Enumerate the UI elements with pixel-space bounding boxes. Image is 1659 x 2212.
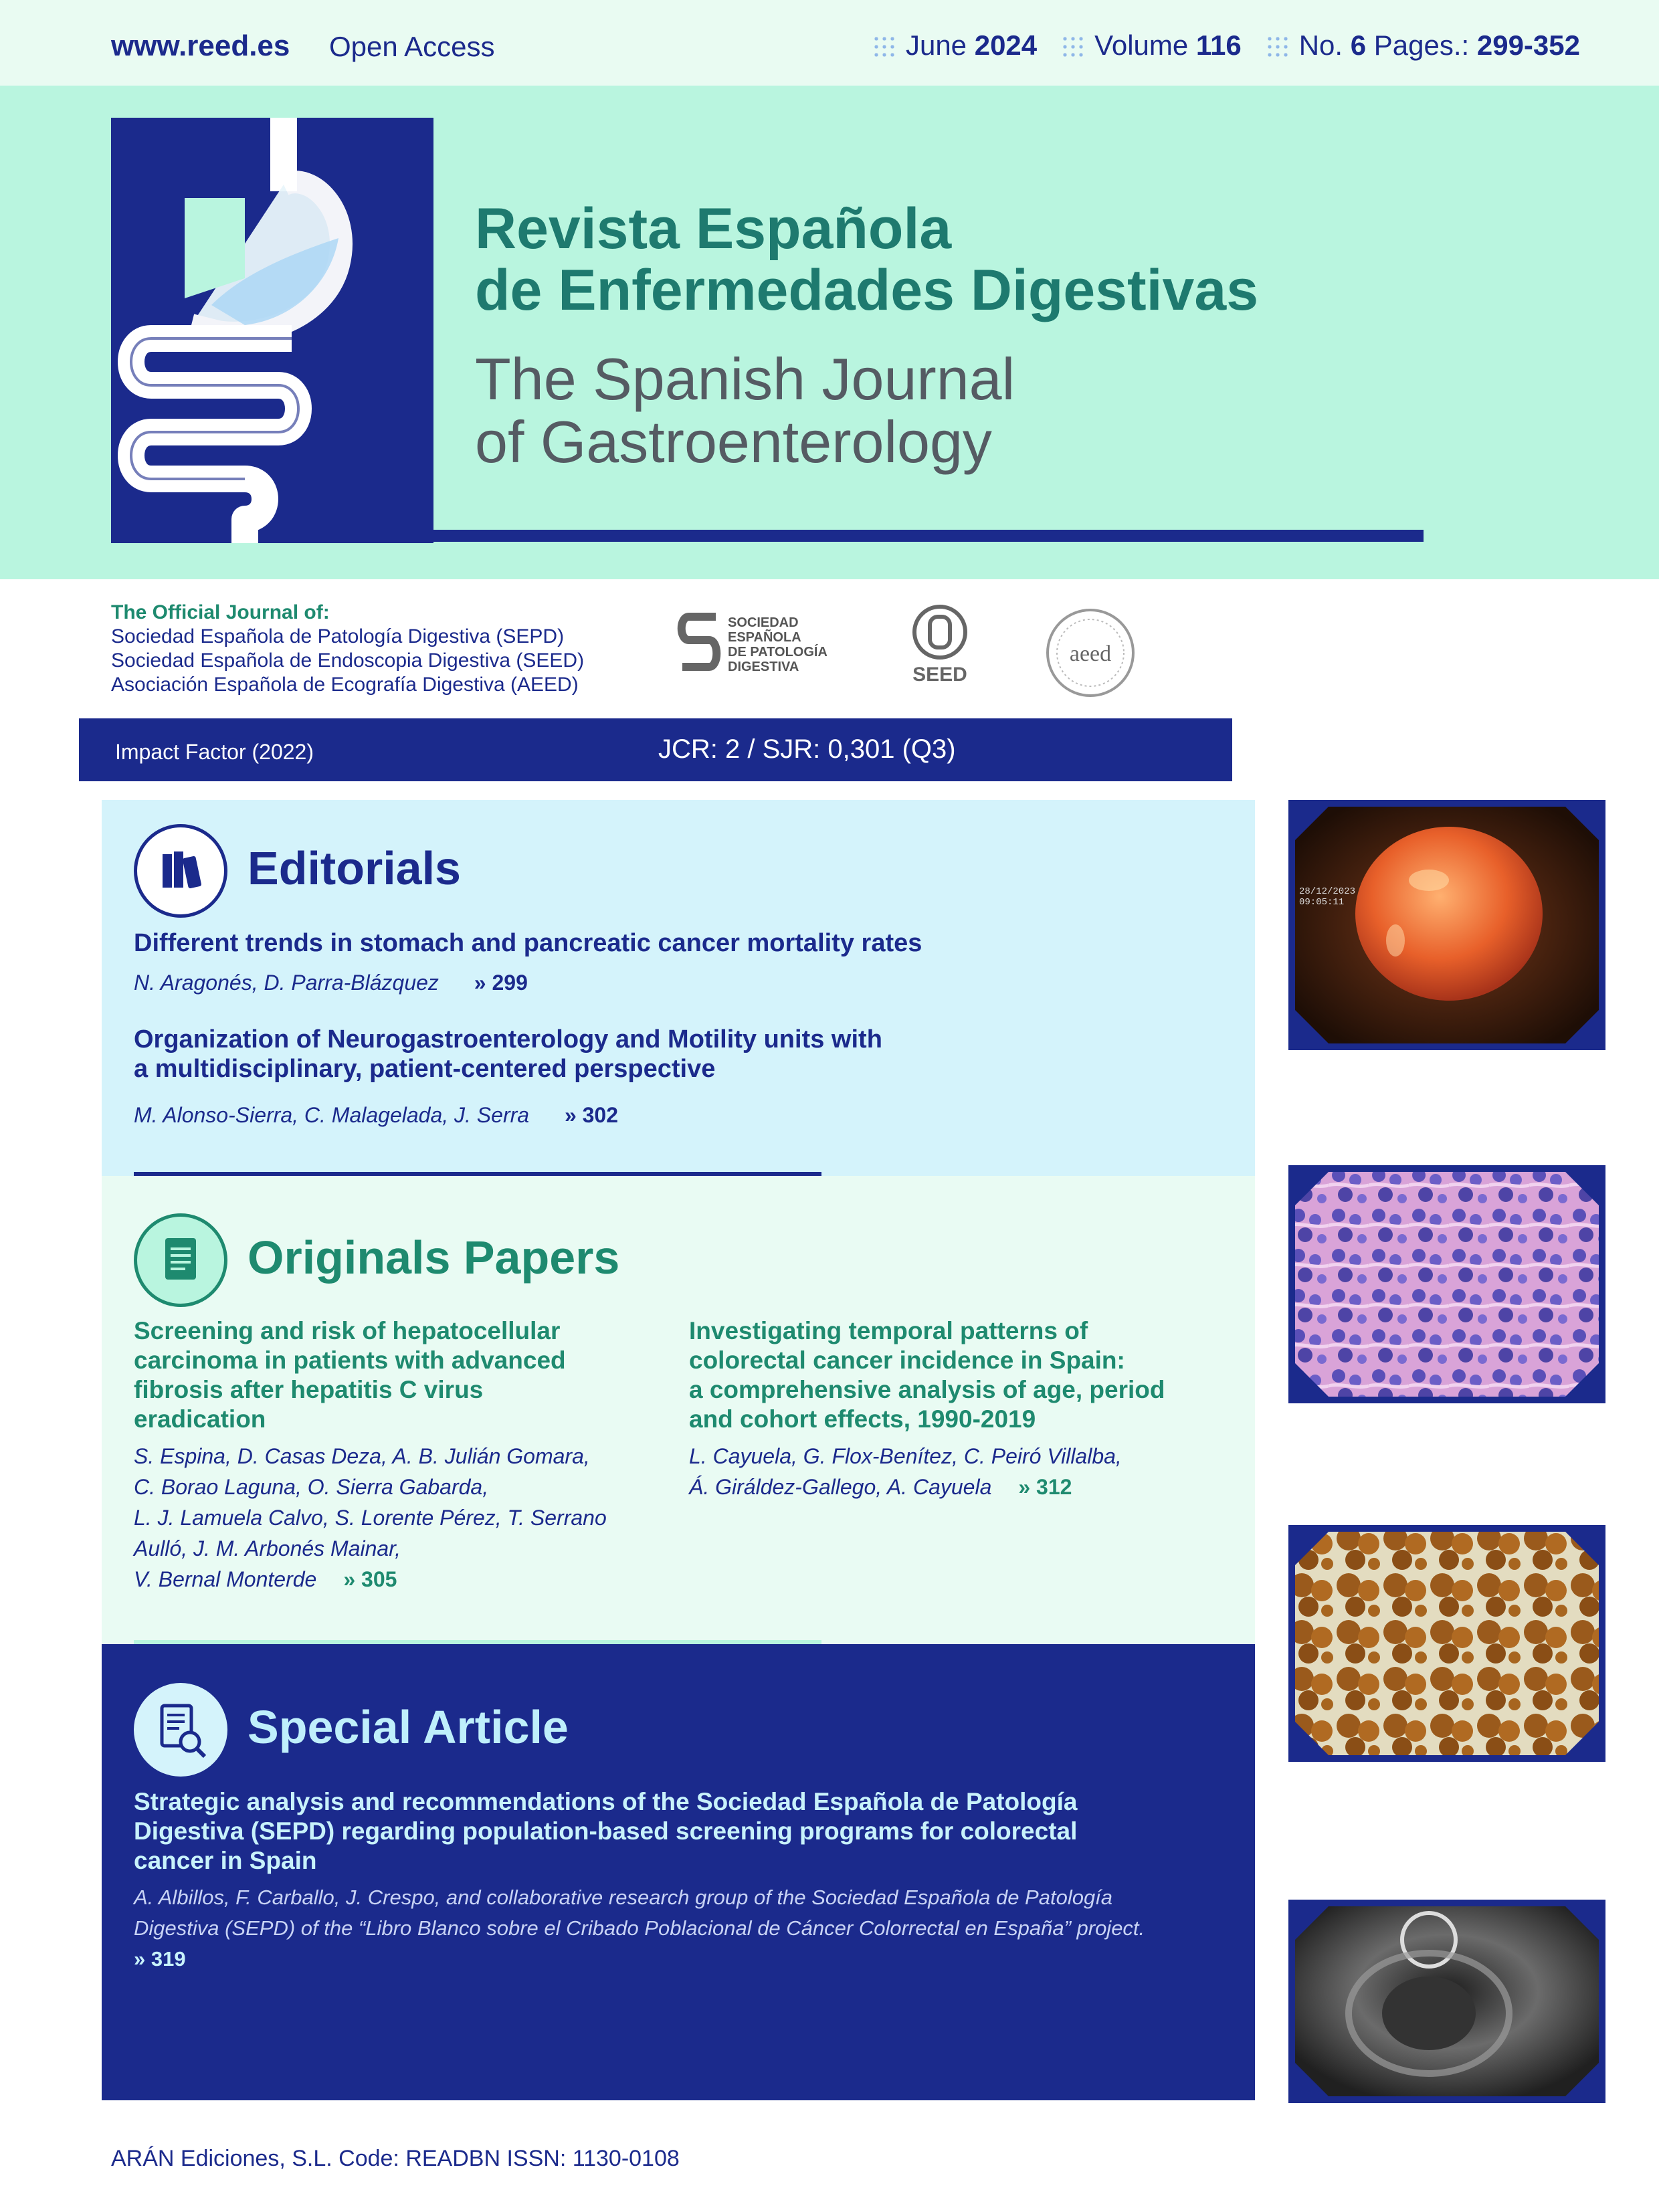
- issue-meta: [872, 29, 1580, 62]
- editorial-2-authors: M. Alonso-Sierra, C. Malagelada, J. Serra » 302: [134, 1103, 619, 1127]
- website-link[interactable]: www.reed.es: [111, 29, 290, 62]
- editorial-2-page[interactable]: » 302: [564, 1103, 619, 1127]
- editorial-1-page[interactable]: » 299: [474, 971, 528, 995]
- editorial-1-title[interactable]: Different trends in stomach and pancreatic cancer mortality rates: [134, 929, 922, 957]
- originals-heading: Originals Papers: [248, 1231, 620, 1284]
- editorials-heading: Editorials: [248, 842, 461, 894]
- books-icon: [134, 824, 227, 918]
- top-bar: [0, 0, 1659, 86]
- issue-number: No. 6 Pages.: 299-352: [1266, 29, 1580, 62]
- impact-factor-label: Impact Factor (2022): [115, 740, 314, 764]
- editorial-2-title[interactable]: Organization of Neurogastroenterology and Motility units with a multidisciplinary, patient-centered perspective: [134, 1025, 882, 1083]
- sepd-logo-text: SOCIEDAD ESPAÑOLA DE PATOLOGÍA DIGESTIVA: [728, 615, 827, 674]
- open-access-label: Open Access: [329, 31, 495, 62]
- sepd-logo-icon: [676, 610, 722, 677]
- seed-logo-icon: [910, 602, 970, 689]
- publisher-footer: ARÁN Ediciones, S.L. Code: READBN ISSN: 1130-0108: [111, 2146, 680, 2171]
- original-2-page[interactable]: » 312: [1018, 1475, 1072, 1499]
- document-search-icon: [134, 1683, 227, 1777]
- document-icon: [134, 1213, 227, 1307]
- digestive-tract-icon: [111, 118, 433, 543]
- original-1-title[interactable]: Screening and risk of hepatocellular carcinoma in patients with advanced fibrosis after hepatitis C virus eradication: [134, 1317, 566, 1433]
- special-article-authors: A. Albillos, F. Carballo, J. Crespo, and collaborative research group of the Sociedad Española de Patología Digestiva (SEPD) of the “Libro Blanco sobre el Cribado Poblacional de Cáncer Colorrectal en España” project. » 319: [134, 1886, 1145, 1971]
- aeed-logo-text: aeed: [1069, 641, 1112, 666]
- editorial-1-authors: N. Aragonés, D. Parra-Blázquez » 299: [134, 971, 528, 995]
- issue-date: June 2024: [872, 29, 1037, 62]
- masthead-rule: [428, 530, 1424, 542]
- dots-icon: [872, 35, 898, 60]
- original-2-title[interactable]: Investigating temporal patterns of colorectal cancer incidence in Spain: a comprehensive analysis of age, period and cohort effects, 1990-2019: [689, 1317, 1165, 1433]
- histology-ihc-image: [1288, 1525, 1605, 1762]
- endoscopy-date: 28/12/2023: [1299, 886, 1356, 897]
- original-1-page[interactable]: » 305: [343, 1567, 397, 1591]
- impact-factor-band: [79, 718, 1232, 781]
- dots-icon: [1061, 35, 1086, 60]
- special-article-heading: Special Article: [248, 1701, 569, 1753]
- seed-logo-text: SEED: [912, 664, 967, 686]
- impact-factor-value: JCR: 2 / SJR: 0,301 (Q3): [658, 734, 956, 764]
- journal-title-english: The Spanish Journal of Gastroenterology: [475, 346, 1015, 475]
- aeed-logo-icon: [1044, 606, 1137, 700]
- ultrasound-image: [1288, 1900, 1605, 2103]
- original-2-authors: L. Cayuela, G. Flox-Benítez, C. Peiró Villalba, Á. Giráldez-Gallego, A. Cayuela » 312: [689, 1444, 1122, 1499]
- endoscopy-time: 09:05:11: [1299, 897, 1345, 908]
- special-article-title[interactable]: Strategic analysis and recommendations of the Sociedad Española de Patología Digestiva (SEPD) regarding population-based screening programs for colorectal cancer in Spain: [134, 1788, 1078, 1874]
- journal-logo: [111, 118, 433, 543]
- journal-title-spanish: Revista Española de Enfermedades Digestivas: [475, 197, 1259, 322]
- histology-he-image: [1288, 1165, 1605, 1403]
- original-1-authors: S. Espina, D. Casas Deza, A. B. Julián Gomara, C. Borao Laguna, O. Sierra Gabarda, L. J. Lamuela Calvo, S. Lorente Pérez, T. Serrano Aulló, J. M. Arbonés Mainar, V. Bernal Monterde » 305: [134, 1444, 607, 1591]
- endoscopy-image: [1288, 800, 1605, 1050]
- issue-volume: Volume 116: [1061, 29, 1242, 62]
- official-journal-block: The Official Journal of: Sociedad Española de Patología Digestiva (SEPD) Sociedad Española de Endoscopia Digestiva (SEED) Asociación Española de Ecografía Digestiva (AEED): [111, 601, 585, 696]
- special-article-page[interactable]: » 319: [134, 1947, 186, 1971]
- dots-icon: [1266, 35, 1291, 60]
